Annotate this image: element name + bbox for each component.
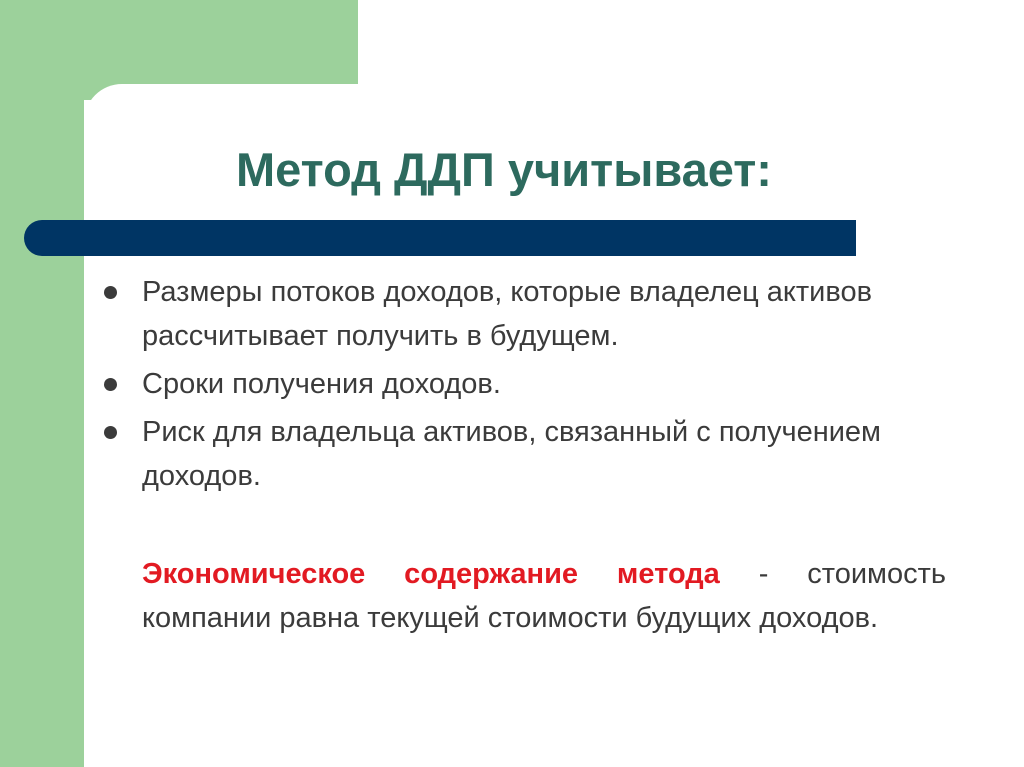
bullet-dot-icon xyxy=(104,378,117,391)
green-side-band xyxy=(0,0,84,767)
bullet-text: Размеры потоков доходов, которые владелец активов рассчитывает получить в будущем. xyxy=(142,276,872,352)
bullet-item xyxy=(104,270,924,358)
bullet-dot-icon xyxy=(104,286,117,299)
slide-title: Метод ДДП учитывает: xyxy=(236,143,772,196)
bullet-list xyxy=(104,270,924,502)
summary-emphasis: Экономическое содержание метода xyxy=(142,558,720,590)
bullet-item xyxy=(104,410,924,498)
bullet-dot-icon xyxy=(104,426,117,439)
bullet-item xyxy=(104,362,924,406)
bullet-text: Риск для владельца активов, связанный с получением доходов. xyxy=(142,416,881,492)
summary-text: - стоимость компании равна текущей стоимости будущих доходов. xyxy=(142,558,946,634)
bullet-text: Сроки получения доходов. xyxy=(142,368,501,400)
summary-paragraph xyxy=(142,552,946,640)
title-divider-bar xyxy=(24,220,856,256)
